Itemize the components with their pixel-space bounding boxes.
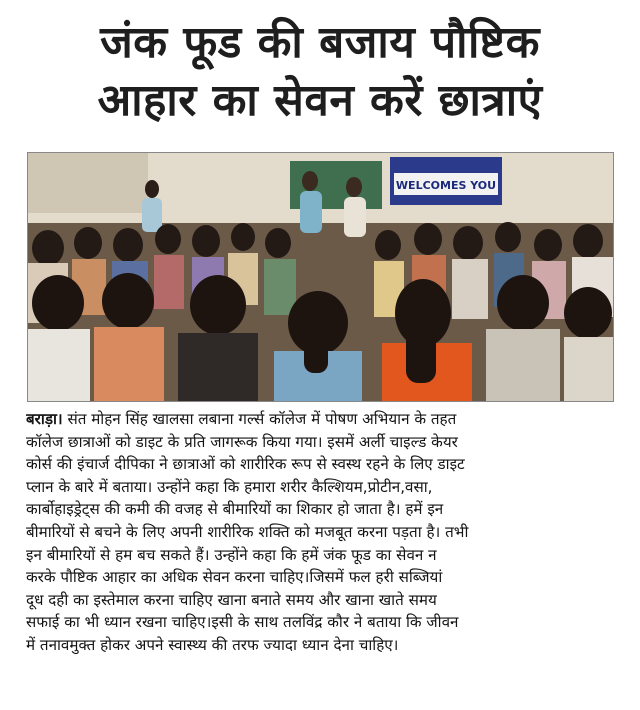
article-photo xyxy=(27,152,614,402)
dateline: बराड़ा। xyxy=(26,410,63,428)
article-line-11: में तनावमुक्त होकर अपने स्वास्थ्य की तरफ ज्यादा ध्यान देना चाहिए। xyxy=(26,635,399,654)
headline-line-1: जंक फूड की बजाय पौष्टिक xyxy=(100,17,540,68)
article-line-8: करके पौष्टिक आहार का अधिक सेवन करना चाहिए।जिसमें फल हरी सब्जियां xyxy=(26,568,443,587)
article-line-10: सफाई का भी ध्यान रखना चाहिए।इसी के साथ तलविंद्र कौर ने बताया कि जीवन xyxy=(26,613,459,632)
article-line-5: कार्बोहाइड्रेट्स की कमी की वजह से बीमारियों का शिकार हो जाता है। हमें इन xyxy=(26,500,444,519)
article-line-1-text: संत मोहन सिंह खालसा लबाना गर्ल्स कॉलेज में पोषण अभियान के तहत xyxy=(62,410,457,428)
article-line-2: कॉलेज छात्राओं को डाइट के प्रति जागरूक किया गया। इसमें अर्ली चाइल्ड केयर xyxy=(26,432,458,451)
article-line-6: बीमारियों से बचने के लिए अपनी शारीरिक शक्ति को मजबूत करना पड़ता है। तभी xyxy=(26,522,469,541)
article-line-9: दूध दही का इस्तेमाल करना चाहिए खाना बनाते समय और खाना खाते समय xyxy=(26,590,437,609)
article-line-4: प्लान के बारे में बताया। उन्होंने कहा कि हमारा शरीर कैल्शियम,प्रोटीन,वसा, xyxy=(26,477,433,496)
headline-line-2: आहार का सेवन करें छात्राएं xyxy=(97,75,543,126)
banner-text: WELCOMES YOU xyxy=(395,179,497,192)
article-line-3: कोर्स की इंचार्ज दीपिका ने छात्राओं को शारीरिक रूप से स्वस्थ रहने के लिए डाइट xyxy=(26,455,465,474)
headline xyxy=(0,14,640,130)
article-body xyxy=(26,408,616,657)
article-line-1 xyxy=(26,408,616,431)
classroom-photo-icon xyxy=(28,153,613,401)
article-line-7: इन बीमारियों से हम बच सकते हैं। उन्होंने कहा कि हमें जंक फूड का सेवन न xyxy=(26,545,437,564)
